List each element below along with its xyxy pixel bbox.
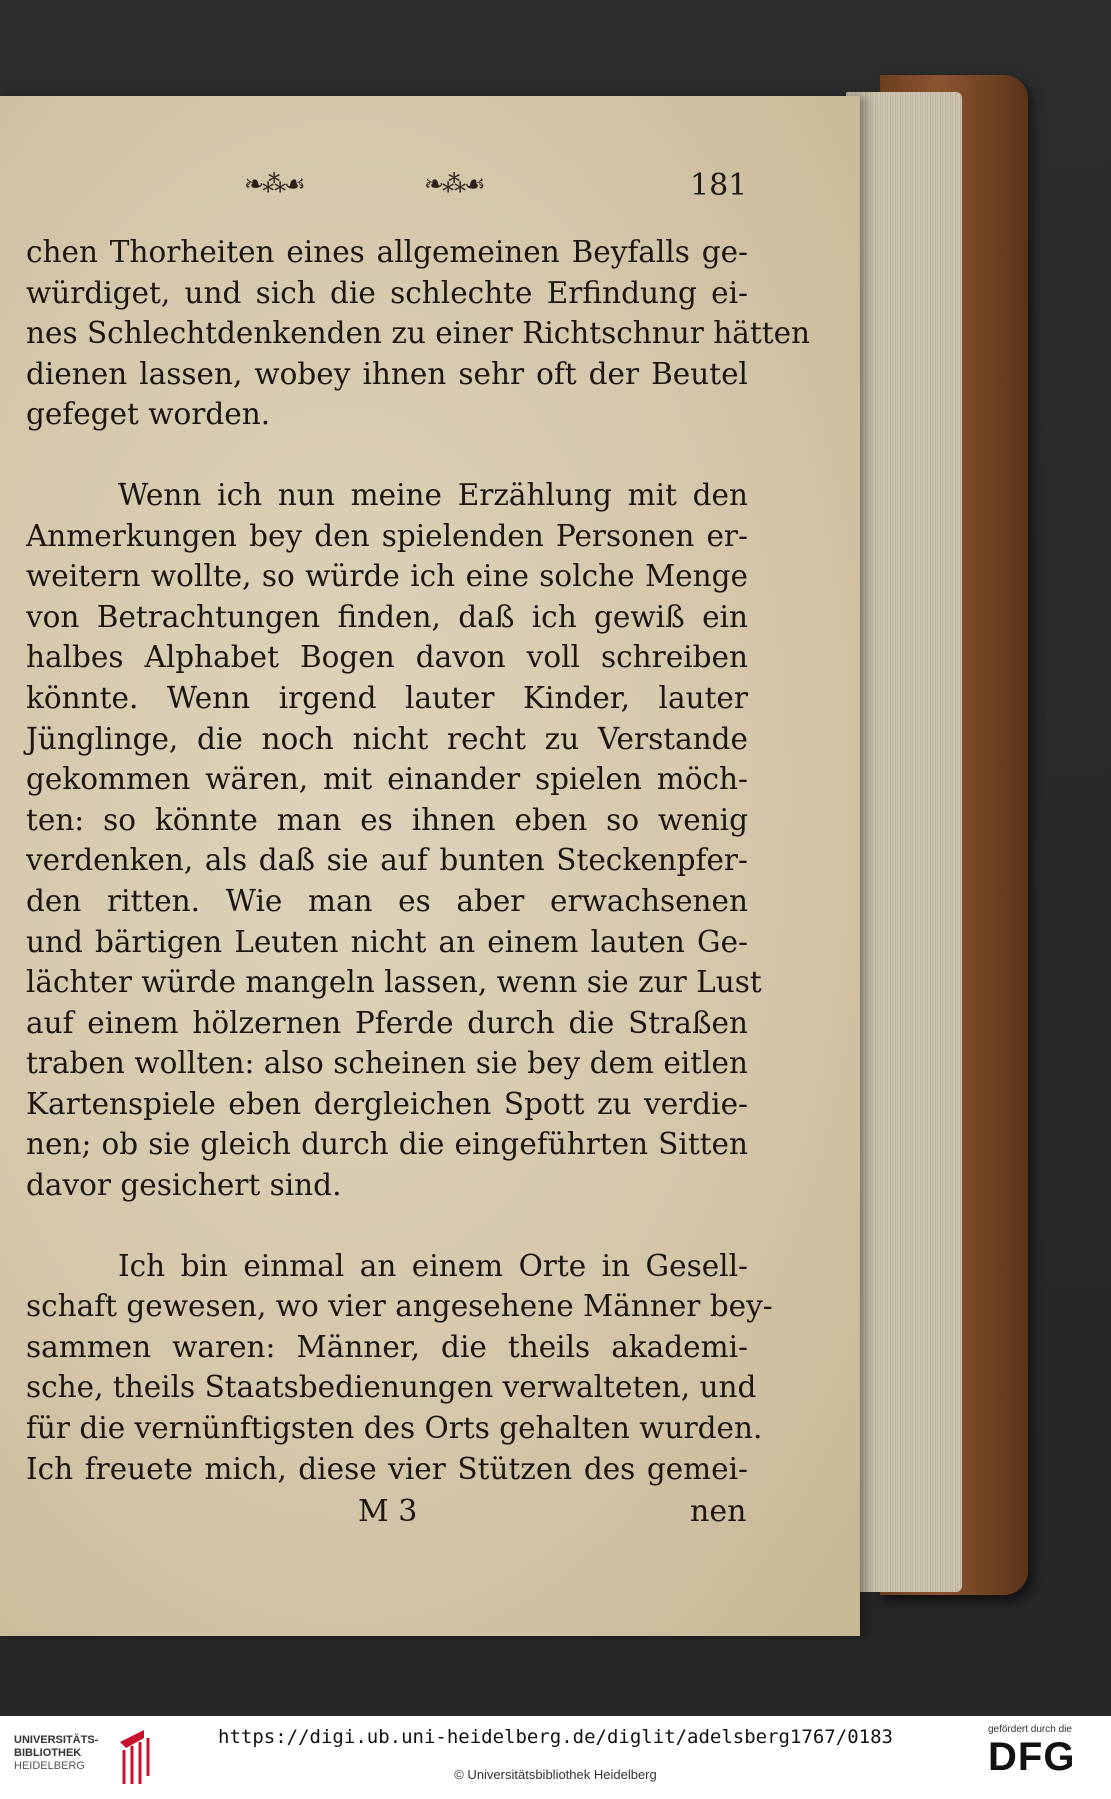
- paragraph-gap: [26, 435, 748, 475]
- library-name-line: BIBLIOTHEK: [14, 1747, 82, 1759]
- header-ornament-right: ❧⁂☙: [424, 170, 484, 198]
- text-line: traben wollten: also scheinen sie bey dem eitlen: [26, 1046, 748, 1081]
- page-number: 181: [690, 168, 748, 203]
- text-line: den ritten. Wie man es aber erwachsenen: [26, 883, 748, 918]
- page-header: [0, 168, 860, 208]
- text-line: sche, theils Staatsbedienungen verwalteten, und: [26, 1370, 757, 1405]
- text-line: Jünglinge, die noch nicht recht zu Verstande: [26, 721, 748, 756]
- text-line: Kartenspiele eben dergleichen Spott zu verdie‑: [26, 1086, 748, 1121]
- library-name-line: HEIDELBERG: [14, 1760, 85, 1772]
- text-line: könnte. Wenn irgend lauter Kinder, lauter: [26, 680, 748, 715]
- catchword: nen: [690, 1494, 747, 1529]
- text-line: und bärtigen Leuten nicht an einem lauten Ge‑: [26, 924, 748, 959]
- text-line: lächter würde mangeln lassen, wenn sie zur Lust: [26, 965, 762, 1000]
- text-line: chen Thorheiten eines allgemeinen Beyfalls ge‑: [26, 235, 748, 269]
- text-line: nes Schlechtdenkenden zu einer Richtschnur hätten: [26, 316, 811, 351]
- library-name-line: UNIVERSITÄTS-: [14, 1734, 99, 1746]
- signature-mark: M 3: [358, 1494, 418, 1529]
- page-text: [26, 232, 811, 1489]
- page-fore-edge: [846, 92, 962, 1592]
- text-line: verdenken, als daß sie auf bunten Steckenpfer‑: [26, 843, 748, 878]
- paragraph-gap: [26, 1206, 748, 1246]
- funded-by-label: gefördert durch die: [988, 1724, 1072, 1735]
- copyright-notice: © Universitätsbibliothek Heidelberg: [454, 1767, 657, 1782]
- text-line: Ich bin einmal an einem Orte in Gesell‑: [118, 1248, 748, 1283]
- book-page: [0, 96, 860, 1636]
- text-line: gefeget worden.: [26, 397, 271, 432]
- text-line: Anmerkungen bey den spielenden Personen er‑: [26, 518, 748, 553]
- viewer-footer-bar: [0, 1716, 1111, 1799]
- text-line: ten: so könnte man es ihnen eben so wenig: [26, 802, 748, 837]
- text-line: schaft gewesen, wo vier angesehene Männer bey‑: [26, 1289, 773, 1324]
- text-line: für die vernünftigsten des Orts gehalten wurden.: [26, 1411, 763, 1446]
- text-line: Wenn ich nun meine Erzählung mit den: [118, 477, 748, 512]
- text-line: von Betrachtungen finden, daß ich gewiß ein: [26, 599, 748, 634]
- text-line: dienen lassen, wobey ihnen sehr oft der Beutel: [26, 356, 748, 391]
- text-line: Ich freuete mich, diese vier Stützen des gemei‑: [26, 1451, 748, 1486]
- text-line: halbes Alphabet Bogen davon voll schreiben: [26, 640, 748, 675]
- text-line: davor gesichert sind.: [26, 1168, 342, 1203]
- text-line: nen; ob sie gleich durch die eingeführten Sitten: [26, 1127, 748, 1162]
- dfg-wordmark: DFG: [988, 1735, 1076, 1779]
- header-ornament-left: ❧⁂☙: [244, 170, 304, 198]
- text-line: auf einem hölzernen Pferde durch die Straßen: [26, 1005, 748, 1040]
- text-line: weitern wollte, so würde ich eine solche Menge: [26, 559, 748, 594]
- page-footer: [0, 1494, 860, 1534]
- text-line: würdiget, und sich die schlechte Erfindung ei‑: [26, 275, 748, 310]
- dfg-logo[interactable]: [988, 1724, 1098, 1792]
- page-url[interactable]: https://digi.ub.uni-heidelberg.de/diglit/adelsberg1767/0183: [218, 1726, 893, 1748]
- text-line: gekommen wären, mit einander spielen möch‑: [26, 762, 748, 797]
- text-line: sammen waren: Männer, die theils akademi‑: [26, 1329, 748, 1364]
